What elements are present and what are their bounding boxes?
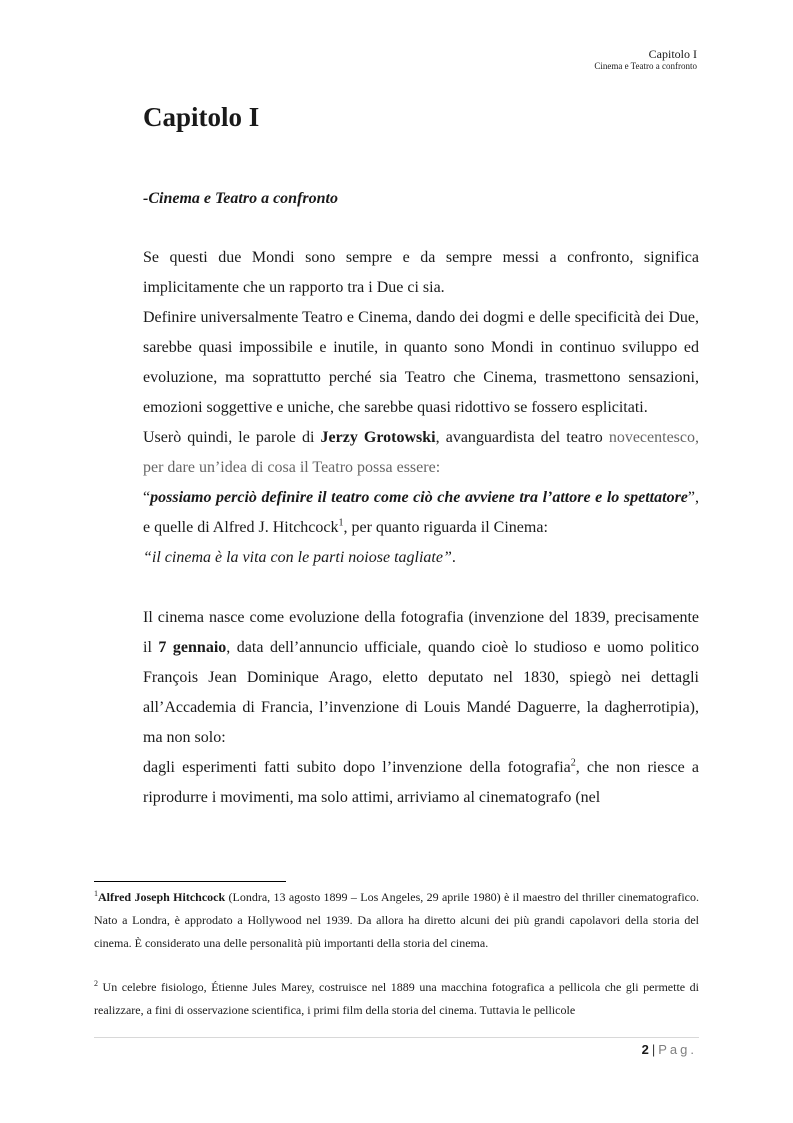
footnotes — [94, 886, 699, 1022]
quote-theatre-end: , per quanto riguarda il Cinema: — [343, 519, 548, 536]
footnote-1-text: (Londra, 13 agosto 1899 – Los Angeles, 29 aprile 1980) è il maestro del thriller cinematografico. Nato a Londra, è approdato a Hollywood nel 1939. Da allora ha diretto alcuni dei più grandi capolavori della storia del cinema. È considerato una delle personalità più importanti della storia del cinema. — [94, 890, 699, 950]
footer-rule — [94, 1037, 699, 1038]
paragraph-definition: Definire universalmente Teatro e Cinema, dando dei dogmi e delle specificità dei Due, sarebbe quasi impossibile e inutile, in quanto sono Mondi in continuo sviluppo ed evoluzione, ma soprattutto perché sia Teatro che Cinema, trasmettono sensazioni, emozioni soggettive e uniche, che sarebbe quasi ridottivo se fossero esplicitati. — [143, 309, 699, 416]
page-separator: | — [651, 1042, 656, 1057]
paragraph-quote-theatre — [143, 483, 699, 543]
footnote-ref-1[interactable]: 1 — [338, 517, 344, 529]
footnote-1-number: 1 — [94, 889, 98, 898]
body-text — [143, 243, 699, 813]
quote-cinema-end: . — [451, 549, 456, 566]
paragraph-quote-cinema — [143, 543, 699, 573]
section-title: -Cinema e Teatro a confronto — [143, 190, 338, 207]
grotowski-name: Jerzy Grotowski — [320, 429, 436, 446]
paragraph-grotowski — [143, 423, 699, 483]
quote-theatre-close: ”, e quelle di Alfred J. Hitchcock — [143, 489, 699, 536]
page-number: 2 — [641, 1042, 649, 1057]
paragraph-cinema-origin — [143, 603, 699, 753]
footnote-1 — [94, 886, 699, 955]
cinema-origin-lead: Il cinema nasce come evoluzione della fotografia (invenzione del 1839, precisamente il — [143, 609, 699, 656]
announcement-date: 7 gennaio — [158, 639, 227, 656]
quote-theatre: possiamo perciò definire il teatro come ciò che avviene tra l’attore e lo spettatore — [150, 489, 688, 506]
experiments-rest: , che non riesce a riprodurre i movimenti, ma solo attimi, arriviamo al cinematografo (nel — [143, 759, 700, 806]
footnote-1-name: Alfred Joseph Hitchcock — [98, 890, 226, 904]
chapter-title: Capitolo I — [143, 102, 260, 132]
paragraph-intro: Se questi due Mondi sono sempre e da sempre messi a confronto, significa implicitamente che un rapporto tra i Due ci sia. — [143, 249, 699, 296]
experiments-lead: dagli esperimenti fatti subito dopo l’invenzione della fotografia — [143, 759, 571, 776]
footnote-2-number: 2 — [94, 979, 98, 988]
quote-open-mark: “ — [143, 489, 151, 506]
footnote-ref-2[interactable]: 2 — [570, 757, 576, 769]
grotowski-lead-text: Userò quindi, le parole di — [143, 429, 321, 446]
quote-cinema: “il cinema è la vita con le parti noiose tagliate” — [143, 549, 452, 566]
grotowski-tail-text: novecentesco, per dare un’idea di cosa il Teatro possa essere: — [143, 429, 699, 476]
running-header-subtitle: Cinema e Teatro a confronto — [594, 61, 697, 71]
running-header — [594, 47, 697, 72]
running-header-title: Capitolo I — [648, 47, 697, 61]
paragraph-experiments — [143, 753, 699, 813]
grotowski-role-text: , avanguardista del teatro — [435, 429, 609, 446]
footnote-separator — [94, 881, 286, 882]
footnote-2-text: Un celebre fisiologo, Étienne Jules Marey, costruisce nel 1889 una macchina fotografica a pellicola che gli permette di realizzare, a fini di osservazione scientifica, i primi film della storia del cinema. Tuttavia le pellicole — [94, 980, 699, 1017]
paragraph-gap — [143, 573, 699, 603]
footnote-2 — [94, 976, 699, 1022]
footnote-gap — [94, 955, 699, 976]
page-footer — [642, 1042, 697, 1057]
cinema-origin-rest: , data dell’annuncio ufficiale, quando cioè lo studioso e uomo politico François Jean Dominique Arago, eletto deputato nel 1830, spiegò nei dettagli all’Accademia di Francia, l’invenzione di Louis Mandé Daguerre, la dagherrotipia), ma non solo: — [143, 639, 700, 746]
page-label: Pag. — [658, 1042, 697, 1057]
